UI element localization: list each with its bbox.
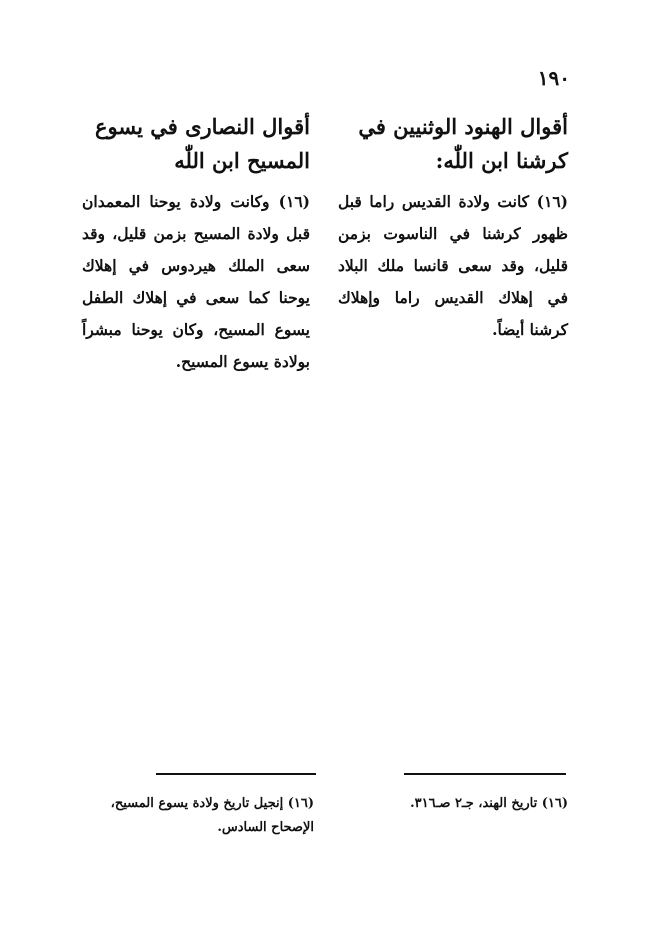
hindu-sayings-heading: أقوال الهنود الوثنيين في كرشنا ابن اللّٰه: — [358, 114, 568, 173]
page-number: ١٩٠ — [537, 66, 570, 90]
footnote-hindu-source: (١٦) تاريخ الهند، جـ٢ صـ٣١٦. — [410, 796, 568, 811]
hindu-sayings-paragraph: (١٦) كانت ولادة القديس راما قبل ظهور كرشنا في الناسوت بزمن قليل، وقد سعى قانسا ملك البلاد في إهلاك القديس راما وإهلاك كرشنا أيضاً. — [338, 192, 568, 339]
christian-sayings-column — [82, 110, 310, 378]
footnote-divider-left — [156, 773, 316, 775]
hindu-sayings-column — [338, 110, 568, 346]
footnote-divider-right — [404, 773, 566, 775]
footnote-christian-source: (١٦) إنجيل تاريخ ولادة يسوع المسيح، الإصحاح السادس. — [110, 796, 314, 835]
christian-sayings-heading: أقوال النصارى في يسوع المسيح ابن اللّٰه — [94, 114, 310, 173]
christian-sayings-paragraph: (١٦) وكانت ولادة يوحنا المعمدان قبل ولادة المسيح بزمن قليل، وقد سعى الملك هيردوس في إهلاك يوحنا كما سعى في إهلاك الطفل يسوع المسيح، وكان يوحنا مبشراً بولادة يسوع المسيح. — [82, 192, 310, 371]
